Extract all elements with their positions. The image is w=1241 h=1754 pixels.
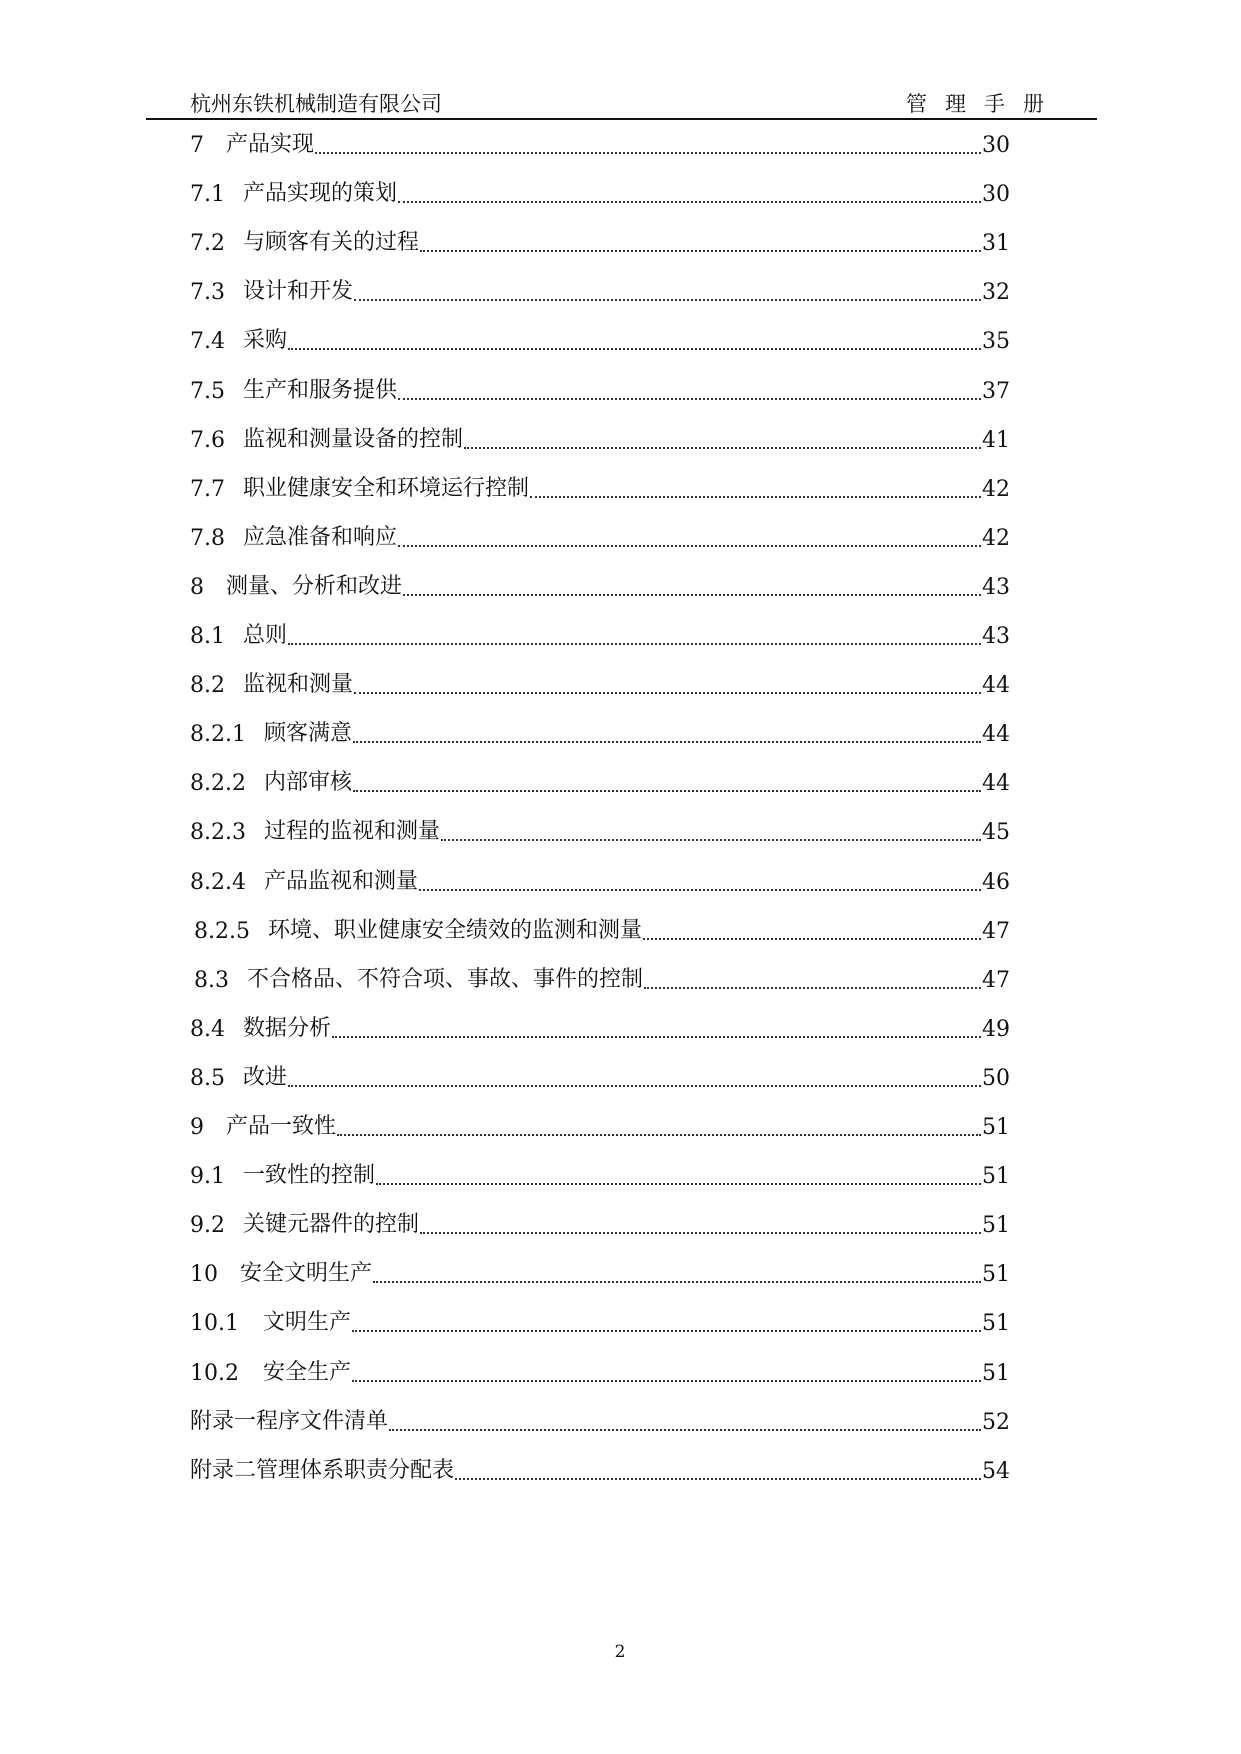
toc-entry-title: 关键元器件的控制	[243, 1212, 420, 1237]
toc-entry[interactable]	[190, 1106, 1010, 1140]
toc-entry-title: 过程的监视和测量	[263, 819, 440, 844]
toc-entry-title: 产品一致性	[226, 1114, 337, 1139]
toc-entry-page: 47	[982, 968, 1010, 993]
toc-entry-number: 9.1	[190, 1164, 225, 1189]
toc-entry-page: 47	[982, 919, 1010, 944]
toc-entry-page: 50	[982, 1066, 1010, 1091]
toc-entry[interactable]	[190, 1008, 1010, 1042]
toc-entry[interactable]	[190, 811, 1010, 845]
toc-entry[interactable]	[190, 222, 1010, 256]
toc-entry[interactable]	[190, 1401, 1010, 1435]
toc-entry-title: 监视和测量设备的控制	[243, 427, 464, 452]
toc-entry-page: 42	[982, 526, 1010, 551]
toc-entry-number: 8.2.1	[190, 722, 246, 747]
toc-dot-leader	[288, 621, 981, 645]
toc-entry-page: 41	[982, 428, 1010, 453]
toc-entry-title: 与顾客有关的过程	[243, 230, 420, 255]
toc-entry-number: 7.5	[190, 379, 225, 404]
header-divider	[146, 118, 1097, 120]
toc-dot-leader	[398, 523, 981, 547]
toc-entry-page: 42	[982, 477, 1010, 502]
toc-entry-number: 7.3	[190, 280, 225, 305]
toc-entry[interactable]	[190, 713, 1010, 747]
toc-dot-leader	[373, 1259, 981, 1283]
toc-entry-page: 32	[982, 280, 1010, 305]
toc-entry-number: 7.2	[190, 231, 225, 256]
toc-dot-leader	[455, 1456, 981, 1480]
toc-entry-page: 44	[982, 771, 1010, 796]
toc-dot-leader	[353, 768, 981, 792]
toc-entry-title: 内部审核	[263, 770, 352, 795]
toc-entry-page: 43	[982, 575, 1010, 600]
toc-dot-leader	[389, 1407, 981, 1431]
toc-entry-page: 35	[982, 329, 1010, 354]
toc-entry[interactable]	[190, 1450, 1010, 1484]
toc-entry-number: 8.2.5	[194, 919, 250, 944]
toc-entry[interactable]	[190, 1352, 1010, 1386]
toc-entry-title: 安全文明生产	[240, 1261, 373, 1286]
toc-entry-number: 10.1	[190, 1311, 239, 1336]
toc-entry-number: 8	[190, 575, 204, 600]
toc-entry-title: 不合格品、不符合项、事故、事件的控制	[247, 967, 644, 992]
toc-entry-page: 44	[982, 673, 1010, 698]
page-number: 2	[614, 1642, 626, 1662]
toc-entry-page: 31	[982, 231, 1010, 256]
toc-entry-number: 7.4	[190, 329, 225, 354]
toc-entry[interactable]	[190, 173, 1010, 207]
toc-entry[interactable]	[190, 615, 1010, 649]
toc-entry-title: 采购	[243, 328, 288, 353]
toc-entry-title: 总则	[243, 623, 288, 648]
toc-dot-leader	[353, 719, 981, 743]
company-name: 杭州东铁机械制造有限公司	[190, 92, 442, 116]
toc-entry[interactable]	[190, 370, 1010, 404]
toc-entry[interactable]	[190, 566, 1010, 600]
toc-dot-leader	[403, 572, 981, 596]
toc-dot-leader	[398, 179, 981, 203]
toc-entry-title: 应急准备和响应	[243, 525, 398, 550]
toc-dot-leader	[354, 670, 981, 694]
toc-entry-number: 8.5	[190, 1066, 225, 1091]
toc-dot-leader	[337, 1112, 981, 1136]
toc-entry-number: 7.1	[190, 182, 225, 207]
toc-dot-leader	[354, 277, 981, 301]
toc-entry-number: 7.7	[190, 477, 225, 502]
toc-entry-page: 51	[982, 1311, 1010, 1336]
toc-dot-leader	[315, 130, 981, 154]
toc-entry-title: 附录一程序文件清单	[190, 1409, 389, 1434]
toc-entry-number: 10	[190, 1262, 218, 1287]
toc-entry[interactable]	[190, 517, 1010, 551]
toc-entry-page: 46	[982, 870, 1010, 895]
toc-entry[interactable]	[190, 124, 1010, 158]
toc-dot-leader	[643, 916, 981, 940]
toc-dot-leader	[464, 425, 981, 449]
toc-entry-number: 10.2	[190, 1361, 239, 1386]
toc-dot-leader	[288, 326, 981, 350]
toc-entry-title: 文明生产	[262, 1310, 351, 1335]
toc-entry-title: 产品实现	[226, 132, 315, 157]
toc-entry-title: 生产和服务提供	[243, 378, 398, 403]
toc-entry[interactable]	[194, 959, 1010, 993]
toc-entry-title: 数据分析	[243, 1016, 332, 1041]
toc-entry-page: 49	[982, 1017, 1010, 1042]
toc-dot-leader	[288, 1063, 981, 1087]
toc-entry-title: 职业健康安全和环境运行控制	[243, 476, 530, 501]
toc-entry-number: 9	[190, 1115, 204, 1140]
toc-entry-page: 30	[982, 182, 1010, 207]
toc-entry-title: 附录二管理体系职责分配表	[190, 1458, 455, 1483]
toc-dot-leader	[376, 1161, 981, 1185]
toc-dot-leader	[352, 1308, 981, 1332]
toc-entry-number: 8.2.2	[190, 771, 246, 796]
toc-dot-leader	[420, 228, 981, 252]
toc-entry-number: 7.8	[190, 526, 225, 551]
toc-entry[interactable]	[190, 861, 1010, 895]
toc-entry-number: 8.1	[190, 624, 225, 649]
toc-entry-title: 环境、职业健康安全绩效的监测和测量	[267, 918, 642, 943]
toc-entry-number: 9.2	[190, 1213, 225, 1238]
toc-entry-page: 44	[982, 722, 1010, 747]
toc-entry-title: 设计和开发	[243, 279, 354, 304]
toc-dot-leader	[530, 474, 981, 498]
toc-entry[interactable]	[190, 271, 1010, 305]
toc-dot-leader	[644, 965, 981, 989]
toc-entry-title: 顾客满意	[263, 721, 352, 746]
toc-entry[interactable]	[190, 664, 1010, 698]
toc-entry-title: 一致性的控制	[243, 1163, 376, 1188]
toc-entry-page: 52	[982, 1410, 1010, 1435]
toc-entry-title: 安全生产	[262, 1360, 351, 1385]
toc-entry-number: 8.2.4	[190, 870, 246, 895]
toc-entry[interactable]	[194, 910, 1010, 944]
toc-entry-page: 51	[982, 1361, 1010, 1386]
toc-entry[interactable]	[190, 468, 1010, 502]
toc-dot-leader	[398, 376, 981, 400]
toc-entry-page: 54	[982, 1459, 1010, 1484]
toc-entry-page: 30	[982, 133, 1010, 158]
toc-dot-leader	[352, 1358, 981, 1382]
toc-entry-number: 8.2.3	[190, 820, 246, 845]
toc-entry[interactable]	[190, 1204, 1010, 1238]
toc-entry-number: 7.6	[190, 428, 225, 453]
toc-entry-page: 51	[982, 1213, 1010, 1238]
toc-entry-page: 37	[982, 379, 1010, 404]
toc-entry-page: 51	[982, 1262, 1010, 1287]
toc-dot-leader	[441, 817, 981, 841]
toc-entry-page: 51	[982, 1164, 1010, 1189]
toc-entry-page: 43	[982, 624, 1010, 649]
toc-entry-number: 8.4	[190, 1017, 225, 1042]
toc-entry-title: 改进	[243, 1065, 288, 1090]
toc-entry-page: 45	[982, 820, 1010, 845]
toc-entry-number: 7	[190, 133, 204, 158]
document-title: 管理手册	[906, 92, 1062, 116]
toc-entry[interactable]	[190, 320, 1010, 354]
toc-entry[interactable]	[190, 419, 1010, 453]
toc-entry[interactable]	[190, 1302, 1010, 1336]
toc-dot-leader	[420, 1210, 981, 1234]
toc-entry[interactable]	[190, 1057, 1010, 1091]
toc-entry-title: 监视和测量	[243, 672, 354, 697]
toc-entry-number: 8.2	[190, 673, 225, 698]
toc-entry[interactable]	[190, 762, 1010, 796]
toc-entry-page: 51	[982, 1115, 1010, 1140]
toc-entry-title: 产品监视和测量	[263, 869, 418, 894]
toc-dot-leader	[332, 1014, 981, 1038]
toc-entry[interactable]	[190, 1253, 1010, 1287]
toc-entry-title: 产品实现的策划	[243, 181, 398, 206]
toc-entry[interactable]	[190, 1155, 1010, 1189]
toc-entry-title: 测量、分析和改进	[226, 574, 403, 599]
toc-entry-number: 8.3	[194, 968, 229, 993]
toc-dot-leader	[419, 867, 981, 891]
